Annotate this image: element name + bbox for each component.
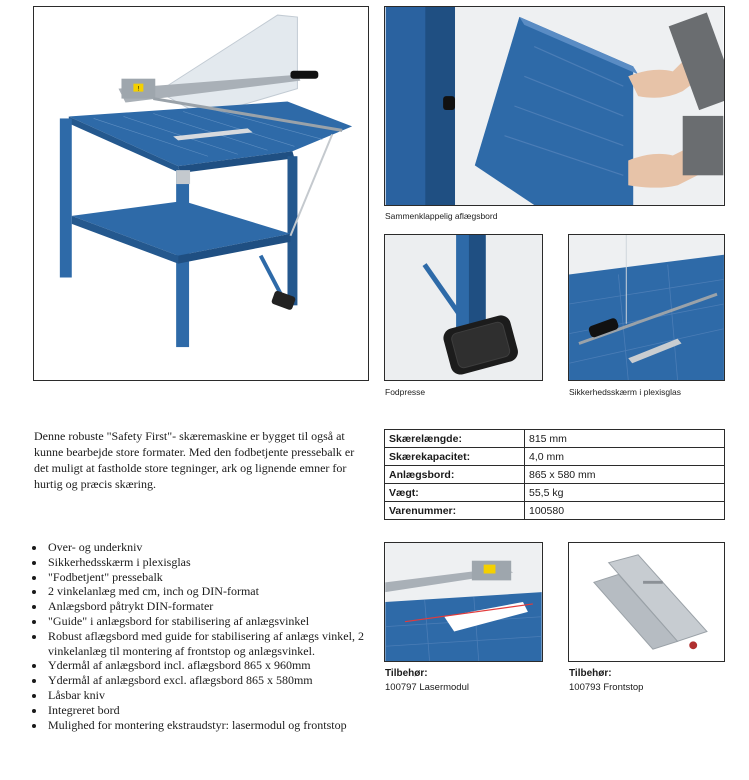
list-item: • Robust aflægsbord med guide for stabilisering af anlægs vinkel, 2 vinkelanlæg til montering af frontstop og anlægsvinkel. xyxy=(46,629,386,659)
list-item: • Låsbar kniv xyxy=(46,688,386,703)
spec-label: Skærekapacitet: xyxy=(385,448,525,466)
spec-label: Anlægsbord: xyxy=(385,466,525,484)
list-item: • Anlægsbord påtrykt DIN-formater xyxy=(46,599,386,614)
list-item: • Ydermål af anlægsbord incl. aflægsbord 865 x 960mm xyxy=(46,658,386,673)
accessory-text: 100797 Lasermodul xyxy=(385,682,469,693)
accessory-text: 100793 Frontstop xyxy=(569,682,644,693)
spec-label: Varenummer: xyxy=(385,502,525,520)
spec-value: 865 x 580 mm xyxy=(525,466,725,484)
frontstop-image xyxy=(568,542,725,662)
product-description: Denne robuste "Safety First"- skæremaskine er bygget til også at kunne bearbejde store formater. Med den fodbetjente pressebalk er det muligt at fastholde store tegninger, ark og lignende emner for hurtig og præcis skæring. xyxy=(34,429,355,491)
spec-value: 4,0 mm xyxy=(525,448,725,466)
laser-module-image xyxy=(384,542,543,662)
spec-value: 815 mm xyxy=(525,430,725,448)
spec-row xyxy=(385,466,725,484)
safety-screen-image xyxy=(568,234,725,381)
list-item: • Ydermål af anlægsbord excl. aflægsbord 865 x 580mm xyxy=(46,673,386,688)
spec-row xyxy=(385,502,725,520)
list-item: • Sikkerhedsskærm i plexisglas xyxy=(46,555,386,570)
folding-table-image xyxy=(384,6,725,206)
spec-value: 55,5 kg xyxy=(525,484,725,502)
list-item: • Integreret bord xyxy=(46,703,386,718)
features-list xyxy=(34,540,386,732)
foot-press-image xyxy=(384,234,543,381)
main-product-image xyxy=(33,6,369,381)
spec-row xyxy=(385,448,725,466)
list-item: • Mulighed for montering ekstraudstyr: lasermodul og frontstop xyxy=(46,718,386,733)
spec-value: 100580 xyxy=(525,502,725,520)
svg-text:!: ! xyxy=(137,86,140,93)
spec-label: Skærelængde: xyxy=(385,430,525,448)
accessory-label: Tilbehør: xyxy=(569,668,612,679)
guillotine-illustration xyxy=(34,7,368,380)
foot-press-caption: Fodpresse xyxy=(385,387,426,397)
accessory-label: Tilbehør: xyxy=(385,668,428,679)
list-item: • 2 vinkelanlæg med cm, inch og DIN-format xyxy=(46,584,386,599)
spec-row xyxy=(385,430,725,448)
list-item: • "Fodbetjent" pressebalk xyxy=(46,570,386,585)
list-item: • Over- og underkniv xyxy=(46,540,386,555)
spec-label: Vægt: xyxy=(385,484,525,502)
list-item: • "Guide" i anlægsbord for stabilisering af anlægsvinkel xyxy=(46,614,386,629)
spec-row xyxy=(385,484,725,502)
specs-table xyxy=(384,429,725,520)
folding-table-caption: Sammenklappelig aflægsbord xyxy=(385,211,498,221)
safety-screen-caption: Sikkerhedsskærm i plexisglas xyxy=(569,387,681,397)
